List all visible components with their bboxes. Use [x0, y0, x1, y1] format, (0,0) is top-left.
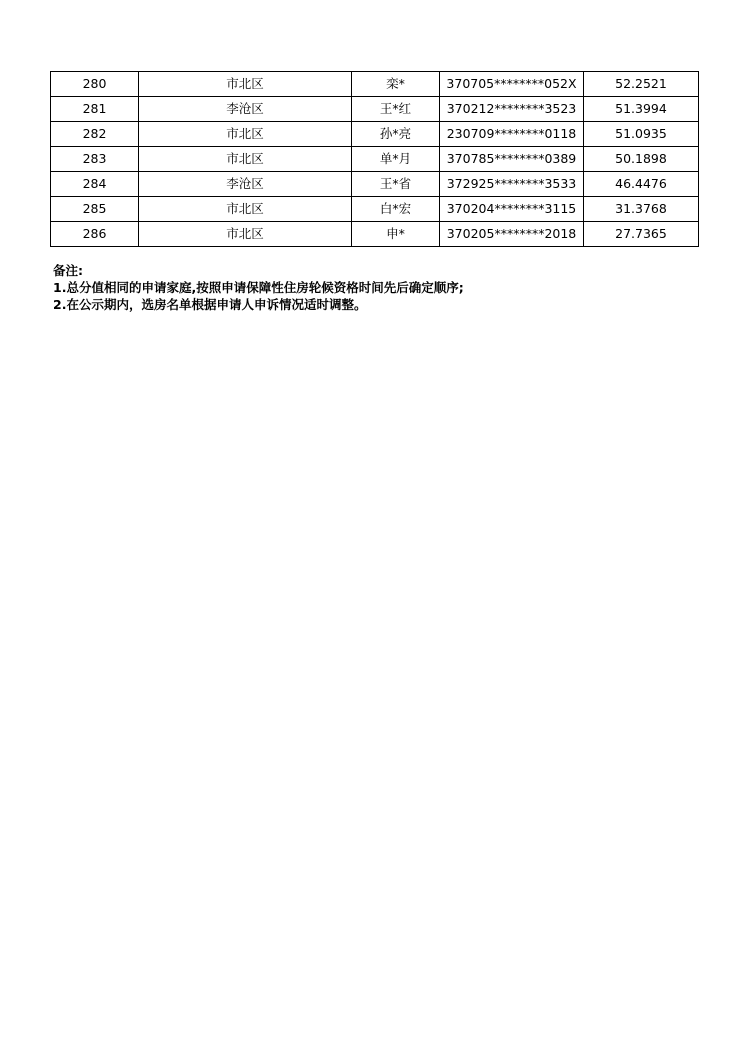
cell-number: 280	[51, 72, 139, 97]
table-row	[51, 222, 699, 247]
cell-number: 285	[51, 197, 139, 222]
cell-id-number: 372925********3533	[440, 172, 584, 197]
cell-id-number: 370204********3115	[440, 197, 584, 222]
cell-district: 李沧区	[139, 172, 352, 197]
table-row	[51, 172, 699, 197]
cell-name: 孙*亮	[352, 122, 440, 147]
cell-id-number: 370205********2018	[440, 222, 584, 247]
cell-name: 王*红	[352, 97, 440, 122]
cell-district: 李沧区	[139, 97, 352, 122]
cell-number: 282	[51, 122, 139, 147]
table-row	[51, 122, 699, 147]
cell-district: 市北区	[139, 72, 352, 97]
cell-number: 281	[51, 97, 139, 122]
cell-score: 46.4476	[584, 172, 699, 197]
cell-score: 51.0935	[584, 122, 699, 147]
note-item: 1.总分值相同的申请家庭,按照申请保障性住房轮候资格时间先后确定顺序;	[53, 280, 464, 295]
cell-id-number: 370212********3523	[440, 97, 584, 122]
cell-id-number: 230709********0118	[440, 122, 584, 147]
cell-name: 白*宏	[352, 197, 440, 222]
cell-score: 27.7365	[584, 222, 699, 247]
cell-number: 286	[51, 222, 139, 247]
cell-score: 51.3994	[584, 97, 699, 122]
note-item: 2.在公示期内，选房名单根据申请人申诉情况适时调整。	[53, 297, 367, 312]
cell-score: 31.3768	[584, 197, 699, 222]
table-row	[51, 197, 699, 222]
table-row	[51, 97, 699, 122]
cell-score: 52.2521	[584, 72, 699, 97]
cell-district: 市北区	[139, 122, 352, 147]
cell-number: 284	[51, 172, 139, 197]
cell-score: 50.1898	[584, 147, 699, 172]
table-row	[51, 147, 699, 172]
table-row	[51, 72, 699, 97]
cell-district: 市北区	[139, 222, 352, 247]
notes-heading: 备注:	[53, 263, 83, 278]
applicant-table	[50, 71, 699, 247]
cell-name: 栾*	[352, 72, 440, 97]
cell-district: 市北区	[139, 197, 352, 222]
cell-id-number: 370705********052X	[440, 72, 584, 97]
cell-id-number: 370785********0389	[440, 147, 584, 172]
cell-district: 市北区	[139, 147, 352, 172]
cell-number: 283	[51, 147, 139, 172]
cell-name: 申*	[352, 222, 440, 247]
cell-name: 王*省	[352, 172, 440, 197]
notes-section	[53, 262, 464, 313]
cell-name: 单*月	[352, 147, 440, 172]
